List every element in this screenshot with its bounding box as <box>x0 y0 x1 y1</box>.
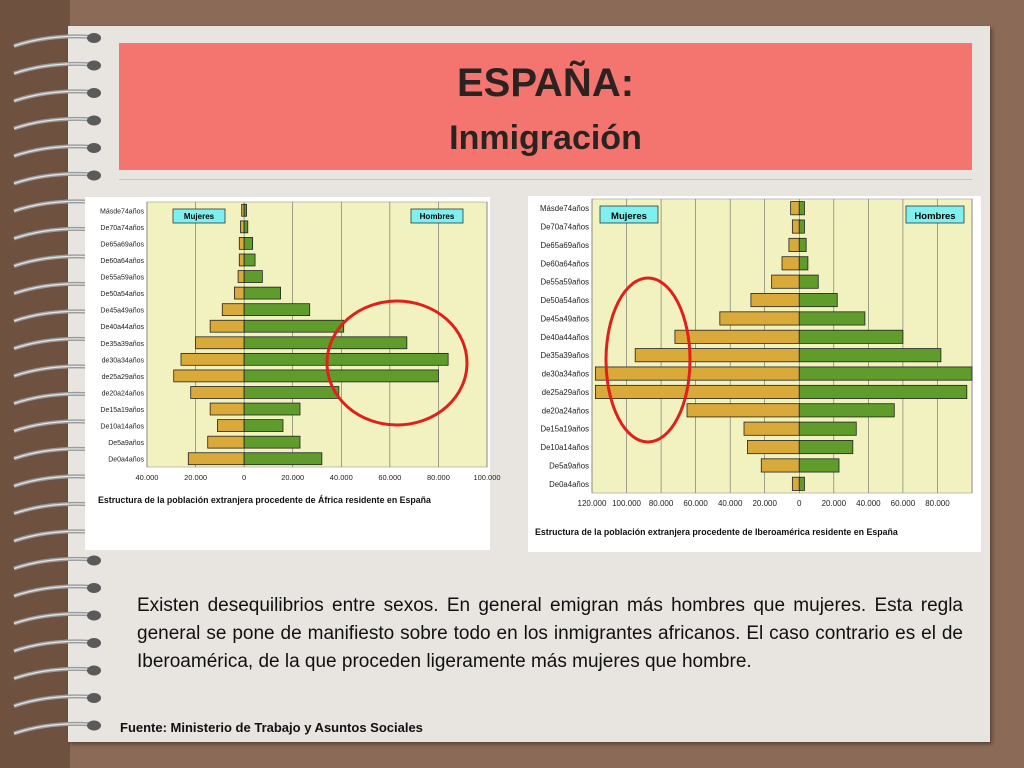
bar-mujeres <box>635 349 799 362</box>
x-tick-label: 40.000 <box>717 499 743 508</box>
x-tick-label: 20.000 <box>752 499 777 508</box>
bar-hombres <box>244 403 300 415</box>
x-tick-label: 40.000 <box>135 473 159 482</box>
binding-hole <box>87 721 101 731</box>
binding-hole <box>87 638 101 648</box>
bar-mujeres <box>744 422 799 435</box>
bar-mujeres <box>174 370 244 382</box>
bar-mujeres <box>222 304 244 316</box>
x-tick-label: 100.000 <box>612 499 642 508</box>
bar-mujeres <box>196 337 245 349</box>
x-tick-label: 60.000 <box>890 499 916 508</box>
y-category-label: De5a9años <box>549 461 589 471</box>
binding-hole <box>87 583 101 593</box>
bar-mujeres <box>792 477 799 490</box>
bar-mujeres <box>747 440 799 453</box>
bar-mujeres <box>191 387 244 399</box>
bar-hombres <box>244 420 283 432</box>
y-category-label: De0a4años <box>108 456 144 464</box>
y-category-label: De55a59años <box>100 274 144 282</box>
x-tick-label: 20.000 <box>184 473 208 482</box>
legend-hombres: Hombres <box>914 211 956 222</box>
bar-mujeres <box>239 237 244 249</box>
y-category-label: de30a34años <box>541 369 589 379</box>
y-category-label: De50a54años <box>100 291 144 299</box>
bar-hombres <box>244 304 310 316</box>
bar-hombres <box>244 320 344 332</box>
x-tick-label: 60.000 <box>378 473 402 482</box>
x-tick-label: 80.000 <box>426 473 450 482</box>
bar-hombres <box>244 271 262 283</box>
africa-chart-panel <box>85 197 501 550</box>
bar-mujeres <box>217 420 244 432</box>
y-category-label: De65a69años <box>100 241 144 249</box>
bar-mujeres <box>782 257 799 270</box>
x-tick-label: 60.000 <box>683 499 708 508</box>
bar-hombres <box>799 477 804 490</box>
bar-mujeres <box>238 271 244 283</box>
bar-hombres <box>244 221 248 233</box>
y-category-label: De70a74años <box>100 224 144 232</box>
bar-mujeres <box>772 275 800 288</box>
bar-hombres <box>244 453 322 465</box>
y-category-label: De10a14años <box>540 443 589 453</box>
bar-mujeres <box>789 238 799 251</box>
bar-hombres <box>799 257 808 270</box>
bar-mujeres <box>687 404 799 417</box>
title-box <box>119 43 972 170</box>
y-category-label: De15a19años <box>540 424 589 434</box>
x-tick-label: 0 <box>242 473 247 482</box>
y-category-label: De0a4años <box>549 479 589 489</box>
chart-caption: Estructura de la población extranjera procedente de África residente en España <box>98 495 431 505</box>
source-note: Fuente: Ministerio de Trabajo y Asuntos Sociales <box>120 720 423 735</box>
bar-hombres <box>799 312 865 325</box>
y-category-label: De65a69años <box>540 240 589 250</box>
y-category-label: De45a49años <box>100 307 144 315</box>
bar-mujeres <box>792 220 799 233</box>
y-category-label: De40a44años <box>540 332 589 342</box>
y-category-label: De45a49años <box>540 314 589 324</box>
bar-mujeres <box>239 254 244 266</box>
binding-hole <box>87 143 101 153</box>
bar-mujeres <box>751 293 799 306</box>
bar-hombres <box>799 349 941 362</box>
y-category-label: De60a64años <box>100 257 144 265</box>
y-category-label: De10a14años <box>100 423 144 431</box>
bar-hombres <box>799 220 804 233</box>
bar-mujeres <box>761 459 799 472</box>
y-category-label: De50a54años <box>540 296 589 306</box>
binding-hole <box>87 61 101 71</box>
y-category-label: Másde74años <box>540 204 589 214</box>
divider <box>119 179 972 180</box>
x-tick-label: 0 <box>797 499 802 508</box>
y-category-label: De35a39años <box>100 340 144 348</box>
iberoamerica-chart-panel <box>528 196 981 552</box>
y-category-label: De35a39años <box>540 351 589 361</box>
binding-hole <box>87 611 101 621</box>
bar-hombres <box>244 254 255 266</box>
bar-mujeres <box>181 353 244 365</box>
bar-hombres <box>244 370 438 382</box>
y-category-label: De15a19años <box>100 407 144 415</box>
binding-hole <box>87 116 101 126</box>
bar-hombres <box>244 337 407 349</box>
bar-mujeres <box>791 202 800 215</box>
slide-title: ESPAÑA: <box>456 61 635 105</box>
x-tick-label: 80.000 <box>925 499 950 508</box>
x-tick-label: 80.000 <box>648 499 674 508</box>
binding-hole <box>87 693 101 703</box>
bar-hombres <box>799 422 856 435</box>
x-tick-label: 100.000 <box>473 473 501 482</box>
bar-hombres <box>799 330 903 343</box>
bar-hombres <box>799 202 804 215</box>
iberoamerica-pyramid-chart <box>528 196 981 552</box>
bar-mujeres <box>210 403 244 415</box>
bar-hombres <box>799 404 894 417</box>
y-category-label: Másde74años <box>100 208 144 216</box>
y-category-label: De60a64años <box>540 259 589 269</box>
y-category-label: de20a24años <box>101 390 144 398</box>
bar-mujeres <box>720 312 799 325</box>
bar-hombres <box>799 293 837 306</box>
x-tick-label: 40.000 <box>329 473 353 482</box>
binding-hole <box>87 556 101 566</box>
binding-hole <box>87 171 101 181</box>
bar-hombres <box>244 204 246 216</box>
binding-hole <box>87 33 101 43</box>
bar-hombres <box>799 459 839 472</box>
bar-hombres <box>244 353 448 365</box>
y-category-label: de20a24años <box>541 406 589 416</box>
bar-mujeres <box>675 330 799 343</box>
bar-hombres <box>244 287 280 299</box>
chart-caption: Estructura de la población extranjera procedente de Iberoamérica residente en España <box>535 527 898 537</box>
bar-mujeres <box>208 436 244 448</box>
y-category-label: de30a34años <box>101 357 144 365</box>
bar-hombres <box>799 385 967 398</box>
binding-hole <box>87 666 101 676</box>
binding-hole <box>87 88 101 98</box>
y-category-label: de25a29años <box>541 387 589 397</box>
legend-hombres: Hombres <box>419 212 455 221</box>
bar-hombres <box>799 367 972 380</box>
y-category-label: De40a44años <box>100 324 144 332</box>
y-category-label: De55a59años <box>540 277 589 287</box>
bar-mujeres <box>210 320 244 332</box>
africa-pyramid-chart <box>85 197 501 550</box>
bar-hombres <box>244 237 253 249</box>
x-tick-label: 40.000 <box>856 499 881 508</box>
x-tick-label: 120.000 <box>577 499 607 508</box>
bar-hombres <box>799 275 818 288</box>
legend-mujeres: Mujeres <box>611 211 647 222</box>
bar-mujeres <box>241 221 245 233</box>
bar-hombres <box>244 387 339 399</box>
y-category-label: de25a29años <box>101 373 144 381</box>
bar-mujeres <box>595 385 799 398</box>
bar-mujeres <box>188 453 244 465</box>
bar-hombres <box>244 436 300 448</box>
bar-mujeres <box>234 287 244 299</box>
x-tick-label: 20.000 <box>281 473 305 482</box>
y-category-label: De5a9años <box>108 440 144 448</box>
legend-mujeres: Mujeres <box>183 212 215 221</box>
x-tick-label: 20.000 <box>821 499 847 508</box>
body-paragraph: Existen desequilibrios entre sexos. En general emigran más hombres que mujeres. Esta regla general se pone de manifiesto sobre todo en los inmigrantes africanos. El caso contrario es el de Iberoamérica, de la que proceden ligeramente más mujeres que hombre. <box>137 595 963 672</box>
bar-hombres <box>799 238 806 251</box>
plot-area <box>147 202 487 467</box>
y-category-label: De70a74años <box>540 222 589 232</box>
bar-mujeres <box>595 367 799 380</box>
bar-hombres <box>799 440 853 453</box>
slide-subtitle: Inmigración <box>449 119 642 157</box>
